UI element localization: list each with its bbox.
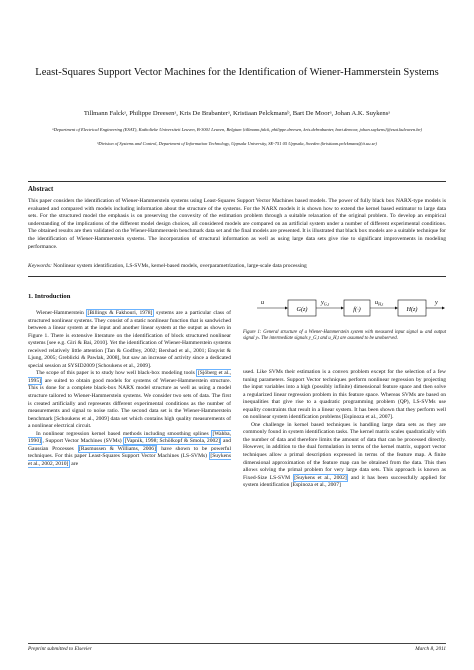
block-g-label: G(z) [296, 306, 308, 313]
intermediate-u-label: $u_{H,t}$ [375, 299, 384, 307]
page-footer [28, 643, 446, 652]
intro-paragraph-3: In nonlinear regression kernel based methods including smoothing splines [Wahba, 1990] , Support Vector Machines (SVMs) [Vapnik, 1998; Schölkopf & Smola, 2002] and Gaussian Processes [Rasmussen & Williams, 2006] have shown to be powerful techniques. For this paper Least-Squares Support Vector Machines (LS-SVMs) [Suykens et al., 2002, 2010] are [28, 430, 231, 467]
intro-paragraph-2: The scope of this paper is to study how well black-box modeling tools [Sjöberg et al., 1995] are suited to obtain good models for systems of Wiener-Hammerstein structure. This is done for a complete black-box NARX model structure as well as using a model structure tailored to Wiener-Hammerstein systems. We consider two sets of data. The first is created artificially and represents different experimental conditions as the number of measurements and signal to noise ratio. The second data set is the Wiener-Hammerstein benchmark [Schoukens et al., 2009] data set which contains high quality measurements of a nonlinear electrical circuit. [28, 370, 231, 430]
abstract-top-rule [28, 181, 446, 182]
arrowhead-icon [341, 307, 344, 310]
abstract-heading: Abstract [28, 186, 54, 193]
citation-link[interactable]: [Billings & Fakhouri, 1978] [87, 310, 153, 316]
keywords-line [28, 263, 446, 270]
citation-link[interactable]: [Suykens et al., 2002] [294, 474, 347, 481]
affiliation-b: ᵇDivision of Systems and Control, Department of Information Technology, Uppsala University, SE-751 05 Uppsala, Sweden (kristiaan.pelckmans@it.uu.se) [97, 141, 377, 146]
keywords-label: Keywords: [28, 263, 52, 269]
right-column [243, 369, 446, 490]
intermediate-y-label: $y_{G,t}$ [321, 299, 329, 307]
citation-link[interactable]: [Vapnik, 1998; Schölkopf & Smola, 2002] [124, 438, 220, 445]
abstract-bottom-rule [28, 276, 446, 277]
block-h-label: H(z) [406, 306, 418, 313]
abstract-text: This paper considers the identification of Wiener-Hammerstein systems using Least-Squares Support Vector Machines based models. The power of fully black box NARX-type models is evaluated and compared with models including information about the structure of the systems. For the NARX models it is shown how to extend the kernel based estimator to large data sets. For the structured model the emphasis is on preserving the convexity of the estimation problem through a suitable relaxation of the original problem. To develop an empirical understanding of the implications of the different model design choices, all considered models are compared on an artificial system under a number of different experimental conditions. The obtained results are then validated on the Wiener-Hammerstein benchmark data set and the final models are presented. It is illustrated that black box models are a suitable technique for the identification of Wiener-Hammerstein systems. The incorporation of structural information as well as using large data sets give rise to significant improvements in modeling performance. [28, 198, 446, 250]
citation-link[interactable]: [Rasmussen & Williams, 2006] [79, 445, 156, 452]
left-column [28, 310, 231, 468]
citation-link[interactable]: [Sjöberg et al., 1995] [28, 370, 231, 384]
author-list: Tillmann Falckᵃ, Philippe Dreesenᵃ, Kris De Brabanterᵃ, Kristiaan Pelckmansᵇ, Bart De Moorᵃ, Johan A.K. Suykensᵃ [83, 110, 391, 117]
output-signal-label: y [435, 299, 438, 306]
arrowhead-icon [285, 307, 288, 310]
citation-link[interactable]: [Suykens et al., 2002, 2010] [28, 453, 231, 467]
input-signal-label: u [261, 299, 265, 306]
citation-link[interactable]: [Wahba, 1990] [28, 430, 231, 445]
wiener-hammerstein-block-diagram [243, 292, 446, 324]
paper-title: Least-Squares Support Vector Machines for the Identification of Wiener-Hammerstein Systems [35, 67, 439, 78]
section-heading-introduction: 1. Introduction [28, 293, 71, 300]
figure-1-caption: Figure 1: General structure of a Wiener-Hammerstein system with measured input signal uₜ and output signal yₜ. The intermediate signals y_G,t and u_H,t are assumed to be unobserved. [243, 330, 446, 342]
arrowhead-icon [442, 307, 445, 310]
intro-paragraph-4: used. Like SVMs their estimation is a convex problem except for the selection of a few tuning parameters. Support Vector techniques perform nonlinear regression by projecting the input variables into a high (possibly infinite) dimensional feature space and then solve a regularized linear regression problem in this feature space. Whereas SVMs are based on inequalities that give rise to a quadratic programming problem (QP), LS-SVMs use equality constraints that result in a linear system. It has been shown that they perform well on nonlinear system identification problems [Espinoza et al., 2007]. [243, 369, 446, 421]
intro-paragraph-1: Wiener-Hammerstein [Billings & Fakhouri, 1978] systems are a particular class of structured nonlinear systems. They consist of a static nonlinear function that is sandwiched between a linear system at the input and another linear system at the output as shown in Figure 1. There is extensive literature on the identification of block structured nonlinear systems [see e.g. Giri & Bai, 2010]. Yet the identification of Wiener-Hammerstein systems received relatively little attention [Tan & Godfrey, 2002; Bershad et al., 2001; Enqvist & Ljung, 2005; Greblicki & Pawlak, 2008], but saw an increase of activity since a dedicated special session at SYSID2009 [Schoukens et al., 2009]. [28, 310, 231, 369]
block-f-label: f(·) [353, 306, 361, 313]
affiliation-a: ᵃDepartment of Electrical Engineering (ESAT), Katholieke Universiteit Leuven, B-3001 Leuven, Belgium {tillmann.falck, philippe.dreesen, kris.debrabanter, bart.demoor, johan.suykens}@esat.kuleuven.be) [52, 127, 422, 132]
footer-date: March 8, 2011 [415, 646, 446, 652]
keywords-text: Nonlinear system identification, LS-SVMs, kernel-based models, overparametrization, large-scale data processing [53, 263, 307, 269]
footer-preprint-note: Preprint submitted to Elsevier [28, 646, 92, 652]
intro-paragraph-5: One challenge in kernel based techniques is handling large data sets as they are commonly found in system identification tasks. The kernel matrix scales quadratically with the number of data and therefore limits the amount of data that can be processed directly. However, in addition to the dual formulation in terms of the kernel matrix, support vector techniques allow a primal description expressed in terms of the feature map. A finite dimensional approximation of the feature map can be obtained from the data. This then allows solving the primal problem for very large data sets. This approach is known as Fixed-Size LS-SVM [Suykens et al., 2002] and it has been successfully applied for system identification [Espinoza et al., 2007] [243, 421, 446, 489]
arrowhead-icon [395, 307, 398, 310]
